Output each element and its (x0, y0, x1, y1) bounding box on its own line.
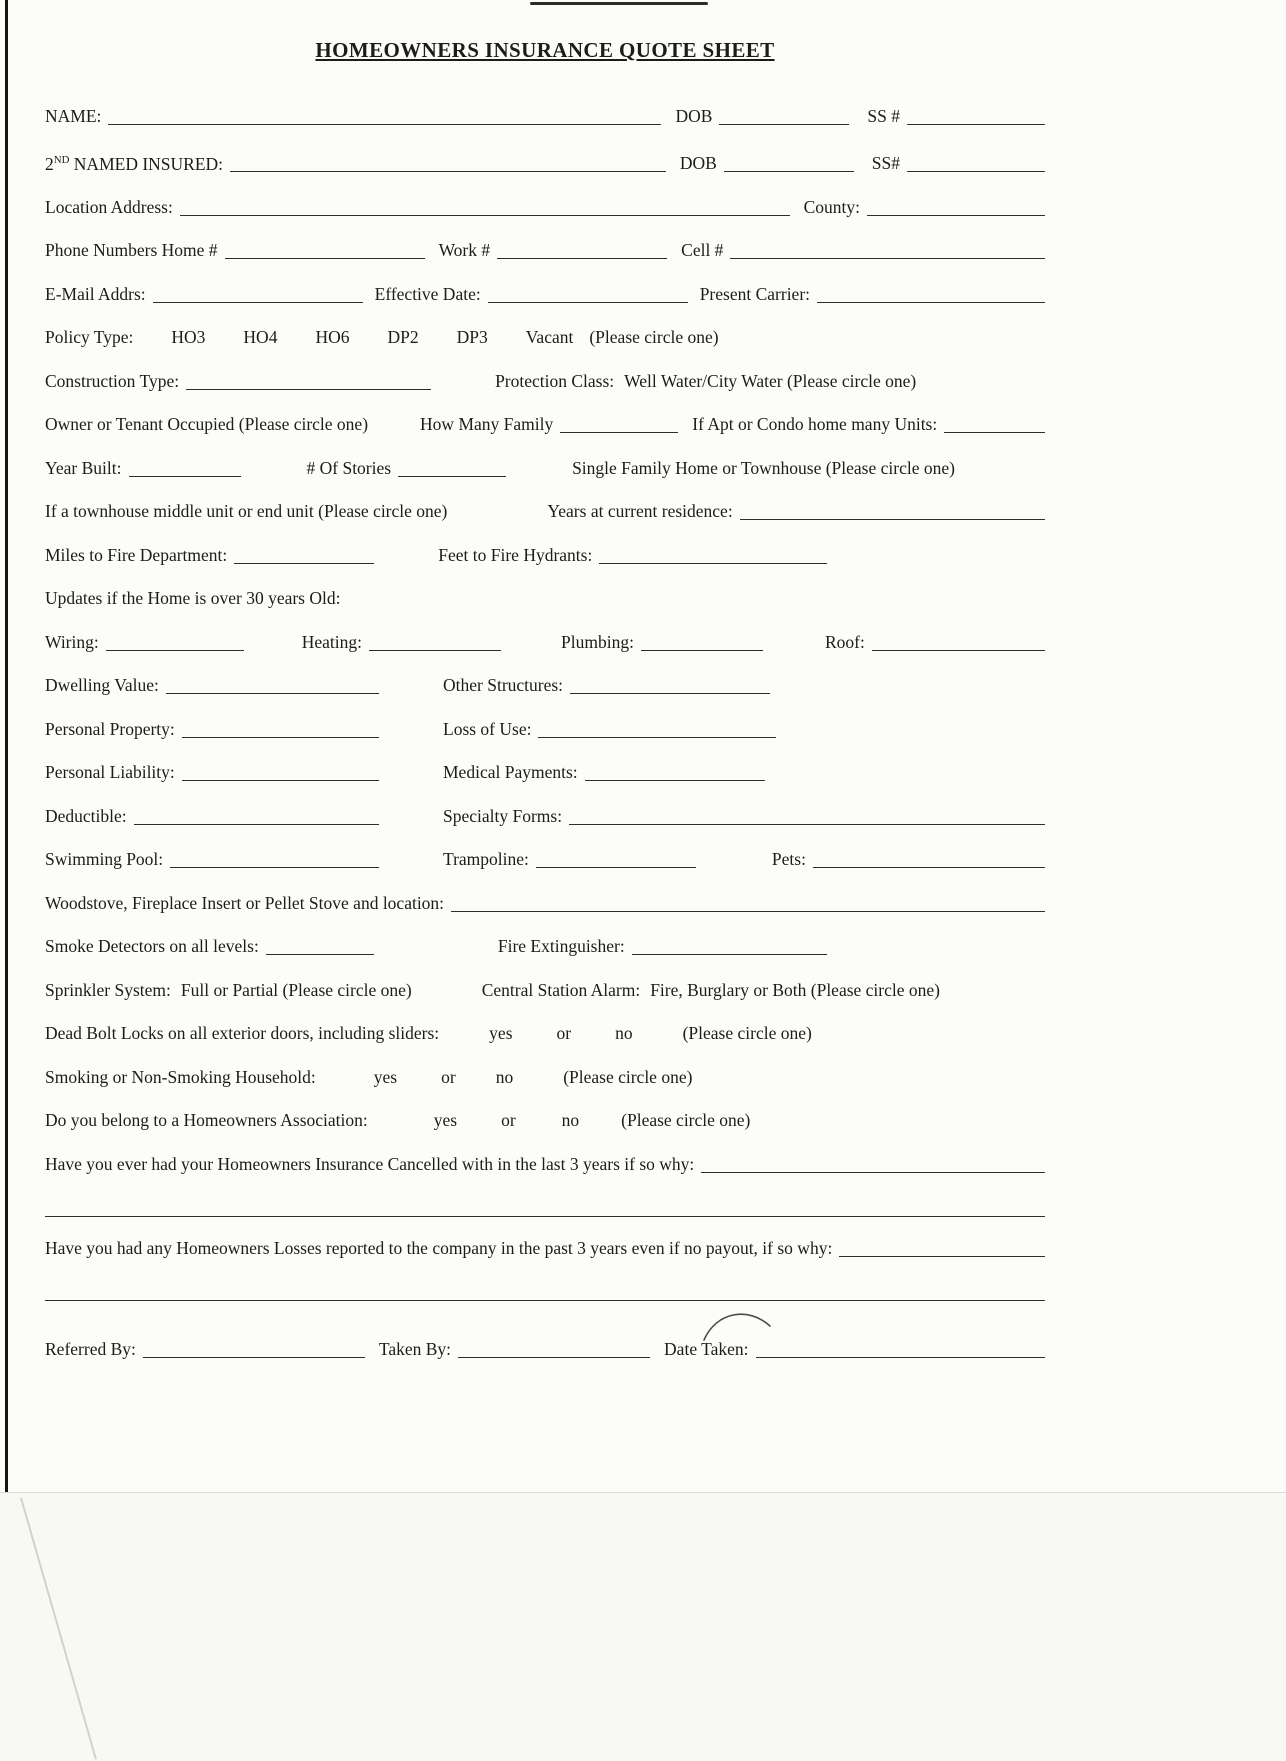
other-structures-label: Other Structures: (443, 675, 564, 696)
protection-class-value: Well Water/City Water (Please circle one) (624, 370, 917, 391)
loss-of-use-label: Loss of Use: (443, 718, 532, 739)
woodstove-label: Woodstove, Fireplace Insert or Pellet Stove and location: (45, 892, 445, 913)
occupied-label: Owner or Tenant Occupied (Please circle one) (45, 414, 369, 435)
woodstove-field-line (451, 907, 1045, 912)
smoking-yes: yes (373, 1066, 398, 1087)
smoke-detectors-field-line (266, 950, 374, 955)
trampoline-label: Trampoline: (443, 849, 529, 870)
form-content (45, 0, 1045, 1358)
medical-payments-field-line (585, 776, 765, 781)
single-family-label: Single Family Home or Townhouse (Please circle one) (572, 457, 955, 478)
name-label: NAME: (45, 106, 102, 126)
how-many-family-field-line (560, 428, 678, 433)
specialty-forms-label: Specialty Forms: (443, 805, 563, 826)
personal-liability-col (45, 763, 443, 781)
row-footer (45, 1340, 1045, 1358)
row-fire-distance (45, 546, 1045, 564)
row-cancelled (45, 1155, 1045, 1173)
hoa-circle-note: (Please circle one) (621, 1110, 751, 1131)
ssn-field-line (907, 120, 1045, 125)
smoke-detectors-label: Smoke Detectors on all levels: (45, 936, 259, 957)
present-carrier-label: Present Carrier: (699, 283, 811, 304)
row-personal-liability (45, 763, 1045, 781)
townhouse-unit-label: If a townhouse middle unit or end unit (Please circle one) (45, 501, 448, 522)
dob-label: DOB (675, 106, 713, 126)
row-deductible (45, 807, 1045, 825)
wiring-label: Wiring: (45, 631, 99, 652)
central-alarm-value: Fire, Burglary or Both (Please circle one) (650, 979, 940, 1000)
roof-label: Roof: (824, 631, 865, 652)
deductible-label: Deductible: (45, 805, 127, 826)
row-second-insured (45, 151, 1045, 173)
row-townhouse (45, 502, 1045, 520)
date-taken-field-line (756, 1353, 1045, 1358)
losses-question-label: Have you had any Homeowners Losses reported to the company in the past 3 years even if no payout, if so why: (45, 1238, 833, 1259)
row-year-built (45, 459, 1045, 477)
form-title: HOMEOWNERS INSURANCE QUOTE SHEET (315, 38, 775, 62)
policy-type-label: Policy Type: (45, 327, 134, 348)
email-label: E-Mail Addrs: (45, 283, 146, 304)
date-taken-label: Date Taken: (664, 1339, 749, 1360)
feet-hydrants-label: Feet to Fire Hydrants: (438, 544, 593, 565)
row-hoa (45, 1111, 1045, 1129)
county-label: County: (803, 196, 860, 217)
referred-by-field-line (143, 1353, 365, 1358)
sprinkler-value: Full or Partial (Please circle one) (180, 979, 412, 1000)
row-cancelled-continued (45, 1209, 1045, 1214)
roof-field-line (872, 646, 1045, 651)
row-policy-type (45, 328, 1045, 346)
cancelled-question-label: Have you ever had your Homeowners Insurance Cancelled with in the last 3 years if so why: (45, 1153, 695, 1174)
work-phone-label: Work # (438, 240, 491, 261)
second-insured-label: 2ND NAMED INSURED: (45, 153, 224, 174)
updates-label: Updates if the Home is over 30 years Old: (45, 588, 341, 609)
stories-field-line (398, 472, 506, 477)
deadbolt-label: Dead Bolt Locks on all exterior doors, including sliders: (45, 1023, 440, 1044)
personal-liability-field-line (182, 776, 379, 781)
row-woodstove (45, 894, 1045, 912)
ssn2-field-line (907, 167, 1045, 172)
heating-field-line (369, 646, 501, 651)
wiring-field-line (106, 646, 244, 651)
effective-date-label: Effective Date: (374, 283, 481, 304)
condo-units-field-line (944, 428, 1045, 433)
specialty-forms-field-line (569, 820, 1045, 825)
location-field-line (180, 211, 790, 216)
name-field-line (108, 120, 661, 125)
county-field-line (867, 211, 1045, 216)
deductible-col (45, 807, 443, 825)
miles-fire-dept-field-line (234, 559, 374, 564)
work-phone-field-line (497, 254, 667, 259)
row-smoking (45, 1068, 1045, 1086)
taken-by-field-line (458, 1353, 650, 1358)
plumbing-field-line (641, 646, 763, 651)
personal-property-col (45, 720, 443, 738)
deductible-field-line (134, 820, 379, 825)
referred-by-label: Referred By: (45, 1339, 136, 1360)
pool-col (45, 850, 443, 868)
sprinkler-label: Sprinkler System: (45, 979, 171, 1000)
policy-option-ho3: HO3 (171, 327, 206, 348)
personal-property-label: Personal Property: (45, 718, 175, 739)
deadbolt-circle-note: (Please circle one) (682, 1023, 812, 1044)
row-personal-property (45, 720, 1045, 738)
policy-option-ho4: HO4 (243, 327, 278, 348)
deadbolt-yes: yes (489, 1023, 513, 1044)
dwelling-value-label: Dwelling Value: (45, 675, 159, 696)
row-losses (45, 1239, 1045, 1257)
row-phone (45, 241, 1045, 259)
other-structures-field-line (570, 689, 770, 694)
hoa-no: no (561, 1110, 580, 1131)
pets-label: Pets: (771, 849, 806, 870)
cell-phone-label: Cell # (681, 240, 724, 261)
year-built-field-line (129, 472, 241, 477)
home-phone-field-line (225, 254, 425, 259)
hoa-label: Do you belong to a Homeowners Association: (45, 1110, 368, 1131)
protection-class-label: Protection Class: (495, 370, 615, 391)
dwelling-col (45, 676, 443, 694)
policy-option-dp3: DP3 (456, 327, 488, 348)
row-dwelling (45, 676, 1045, 694)
miles-fire-dept-label: Miles to Fire Department: (45, 544, 228, 565)
taken-by-label: Taken By: (378, 1339, 452, 1360)
row-construction (45, 372, 1045, 390)
smoking-no: no (495, 1066, 514, 1087)
loss-of-use-field-line (538, 733, 776, 738)
row-pool (45, 850, 1045, 868)
effective-date-field-line (488, 298, 688, 303)
dwelling-value-field-line (166, 689, 379, 694)
fire-extinguisher-label: Fire Extinguisher: (497, 936, 625, 957)
years-residence-field-line (740, 515, 1045, 520)
central-alarm-label: Central Station Alarm: (481, 979, 641, 1000)
year-built-label: Year Built: (45, 457, 122, 478)
location-label: Location Address: (45, 196, 173, 217)
row-occupied (45, 415, 1045, 433)
deadbolt-no: no (615, 1023, 633, 1044)
ssn-label: SS # (867, 106, 900, 126)
construction-type-label: Construction Type: (45, 370, 180, 391)
pen-mark-artifact (700, 1304, 778, 1348)
second-insured-field-line (230, 167, 666, 172)
deadbolt-or: or (556, 1023, 572, 1044)
present-carrier-field-line (817, 298, 1045, 303)
cancelled-answer-line-2 (45, 1212, 1045, 1217)
condo-units-label: If Apt or Condo home many Units: (692, 414, 938, 435)
heating-label: Heating: (301, 631, 362, 652)
how-many-family-label: How Many Family (420, 414, 554, 435)
feet-hydrants-field-line (599, 559, 827, 564)
row-sprinkler (45, 981, 1045, 999)
stories-label: # Of Stories (306, 457, 392, 478)
smoking-circle-note: (Please circle one) (563, 1066, 693, 1087)
hoa-or: or (501, 1110, 516, 1131)
row-losses-continued (45, 1293, 1045, 1298)
swimming-pool-label: Swimming Pool: (45, 849, 164, 870)
policy-option-vacant: Vacant (525, 327, 574, 348)
row-smoke-detectors (45, 937, 1045, 955)
medical-payments-label: Medical Payments: (443, 762, 578, 783)
dob2-label: DOB (679, 153, 717, 174)
cell-phone-field-line (730, 254, 1045, 259)
policy-option-dp2: DP2 (387, 327, 419, 348)
dob2-field-line (724, 167, 854, 172)
fire-extinguisher-field-line (632, 950, 827, 955)
personal-liability-label: Personal Liability: (45, 762, 175, 783)
plumbing-label: Plumbing: (561, 631, 634, 652)
smoking-label: Smoking or Non-Smoking Household: (45, 1066, 316, 1087)
scan-bottom-background (0, 1493, 1286, 1761)
losses-answer-line-1 (839, 1252, 1045, 1257)
policy-option-ho6: HO6 (315, 327, 350, 348)
trampoline-field-line (536, 863, 696, 868)
losses-answer-line-2 (45, 1296, 1045, 1301)
row-updates-heading (45, 589, 1045, 607)
cancelled-answer-line-1 (701, 1168, 1045, 1173)
construction-type-field-line (186, 385, 431, 390)
policy-circle-note: (Please circle one) (589, 327, 719, 348)
ssn2-label: SS# (871, 153, 900, 174)
row-deadbolt (45, 1024, 1045, 1042)
home-phone-label: Phone Numbers Home # (45, 240, 218, 261)
hoa-yes: yes (433, 1110, 458, 1131)
row-email (45, 285, 1045, 303)
paper-bottom-edge (0, 1492, 1286, 1493)
smoking-or: or (441, 1066, 456, 1087)
swimming-pool-field-line (170, 863, 379, 868)
pets-field-line (813, 863, 1045, 868)
row-name (45, 107, 1045, 125)
years-residence-label: Years at current residence: (547, 501, 733, 522)
email-field-line (153, 298, 363, 303)
dob-field-line (719, 120, 849, 125)
personal-property-field-line (182, 733, 379, 738)
row-location (45, 198, 1045, 216)
row-systems (45, 633, 1045, 651)
